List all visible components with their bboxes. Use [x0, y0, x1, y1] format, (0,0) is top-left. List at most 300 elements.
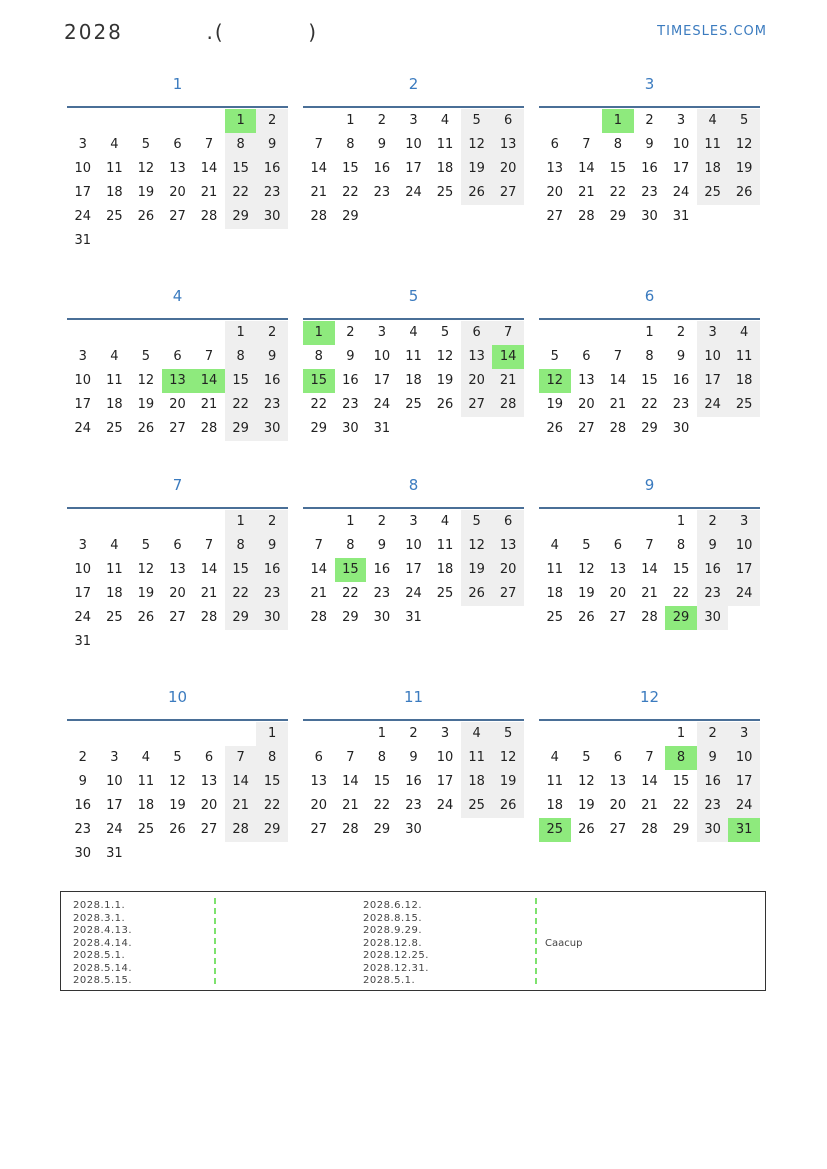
- weekend-day: 19: [728, 157, 760, 181]
- weekend-day: 3: [728, 722, 760, 746]
- weekend-day: 26: [492, 794, 524, 818]
- weekend-day: 4: [461, 722, 493, 746]
- weekend-day: 8: [225, 534, 257, 558]
- day-cell: 5: [141, 137, 151, 152]
- month-10: [67, 685, 288, 866]
- day-cell: 27: [609, 822, 627, 837]
- day-cell: 24: [405, 586, 422, 601]
- day-cell: 7: [204, 538, 214, 553]
- day-cell: 9: [645, 137, 654, 152]
- day-cell: 26: [436, 397, 454, 412]
- day-cell: 22: [310, 397, 328, 412]
- legend-left-dates: [73, 900, 132, 988]
- day-cell: 1: [676, 726, 686, 741]
- day-cell: 9: [78, 774, 87, 789]
- day-cell: 31: [106, 846, 123, 861]
- month-days-grid: [303, 109, 524, 229]
- day-cell: 7: [645, 750, 654, 765]
- weekend-day: 29: [225, 417, 257, 441]
- weekend-day: 17: [728, 770, 760, 794]
- day-cell: 20: [609, 586, 627, 601]
- day-cell: 18: [137, 798, 155, 813]
- weekend-day: 4: [728, 321, 760, 345]
- day-cell: 10: [74, 373, 92, 388]
- month-2: [303, 72, 524, 229]
- weekend-day: 9: [697, 746, 729, 770]
- day-cell: 8: [613, 137, 623, 152]
- day-cell: 28: [641, 822, 658, 837]
- day-cell: 19: [578, 586, 595, 601]
- month-title: 6: [644, 287, 655, 305]
- day-cell: 11: [405, 349, 422, 364]
- day-cell: 30: [405, 822, 422, 837]
- weekend-day: 19: [461, 558, 493, 582]
- empty-cell: [162, 722, 194, 746]
- weekend-day: 22: [225, 181, 257, 205]
- weekend-day: 6: [492, 510, 524, 534]
- weekend-day: 10: [697, 345, 729, 369]
- day-cell: 13: [200, 774, 218, 789]
- empty-cell: [193, 109, 225, 133]
- month-divider: [303, 507, 524, 509]
- day-cell: 16: [342, 373, 359, 388]
- weekend-day: 24: [728, 582, 760, 606]
- day-cell: 17: [672, 161, 690, 176]
- holiday-day: 15: [303, 369, 335, 393]
- empty-cell: [99, 722, 131, 746]
- day-cell: 5: [173, 750, 182, 765]
- day-cell: 18: [436, 562, 454, 577]
- day-cell: 11: [436, 538, 454, 553]
- day-cell: 8: [377, 750, 387, 765]
- empty-cell: [571, 510, 603, 534]
- legend-holiday-name: [545, 925, 582, 938]
- day-cell: 28: [200, 610, 218, 625]
- day-cell: 2: [409, 726, 418, 741]
- day-cell: 9: [346, 349, 355, 364]
- weekend-day: 12: [461, 534, 493, 558]
- empty-cell: [303, 722, 335, 746]
- day-cell: 20: [169, 586, 186, 601]
- weekend-day: 2: [256, 321, 288, 345]
- day-cell: 6: [582, 349, 591, 364]
- day-cell: 3: [78, 538, 87, 553]
- empty-cell: [602, 510, 634, 534]
- legend-date: 2028.5.15.: [73, 975, 133, 986]
- day-cell: 3: [78, 349, 87, 364]
- day-cell: 1: [676, 514, 686, 529]
- month-title: 4: [172, 287, 183, 305]
- day-cell: 6: [173, 538, 182, 553]
- day-cell: 12: [137, 161, 155, 176]
- day-cell: 18: [106, 397, 123, 412]
- weekend-day: 25: [697, 181, 729, 205]
- weekend-day: 15: [256, 770, 288, 794]
- day-cell: 27: [169, 209, 186, 224]
- day-cell: 25: [106, 209, 123, 224]
- holiday-day: 12: [539, 369, 571, 393]
- month-title: 7: [172, 476, 183, 494]
- day-cell: 25: [436, 586, 454, 601]
- weekend-day: 12: [728, 133, 760, 157]
- empty-cell: [67, 510, 99, 534]
- empty-cell: [303, 109, 335, 133]
- page-title: [64, 20, 318, 44]
- weekend-day: 11: [461, 746, 493, 770]
- weekend-day: 23: [697, 582, 729, 606]
- day-cell: 6: [550, 137, 559, 152]
- day-cell: 14: [609, 373, 627, 388]
- day-cell: 17: [74, 185, 92, 200]
- weekend-day: 30: [256, 205, 288, 229]
- day-cell: 12: [137, 562, 155, 577]
- day-cell: 15: [609, 161, 627, 176]
- day-cell: 28: [310, 610, 328, 625]
- day-cell: 13: [310, 774, 328, 789]
- day-cell: 26: [137, 209, 155, 224]
- weekend-day: 5: [492, 722, 524, 746]
- day-cell: 28: [200, 209, 218, 224]
- day-cell: 2: [377, 113, 387, 128]
- day-cell: 6: [173, 137, 182, 152]
- month-title: 3: [644, 75, 655, 93]
- day-cell: 20: [310, 798, 328, 813]
- day-cell: 3: [409, 514, 418, 529]
- month-days-grid: [303, 722, 524, 842]
- day-cell: 11: [546, 774, 564, 789]
- month-title: 9: [644, 476, 655, 494]
- day-cell: 22: [342, 586, 359, 601]
- weekend-day: 6: [492, 109, 524, 133]
- weekend-day: 7: [225, 746, 257, 770]
- day-cell: 18: [546, 798, 564, 813]
- day-cell: 20: [546, 185, 564, 200]
- day-cell: 17: [436, 774, 454, 789]
- weekend-day: 30: [256, 417, 288, 441]
- day-cell: 29: [609, 209, 627, 224]
- day-cell: 8: [346, 538, 355, 553]
- day-cell: 27: [169, 610, 186, 625]
- holiday-day: 29: [665, 606, 697, 630]
- holiday-day: 8: [665, 746, 697, 770]
- weekend-day: 24: [697, 393, 729, 417]
- empty-cell: [571, 321, 603, 345]
- day-cell: 5: [582, 750, 591, 765]
- weekend-day: 4: [697, 109, 729, 133]
- title-subtitle: .( ): [206, 20, 319, 44]
- empty-cell: [130, 321, 162, 345]
- day-cell: 1: [377, 726, 387, 741]
- day-cell: 23: [342, 397, 359, 412]
- empty-cell: [602, 321, 634, 345]
- day-cell: 27: [200, 822, 218, 837]
- legend-holiday-name: [545, 975, 582, 988]
- day-cell: 16: [74, 798, 92, 813]
- day-cell: 17: [405, 161, 422, 176]
- empty-cell: [130, 510, 162, 534]
- day-cell: 26: [169, 822, 186, 837]
- weekend-day: 12: [461, 133, 493, 157]
- month-days-grid: [539, 722, 760, 842]
- holiday-day: 31: [728, 818, 760, 842]
- weekend-day: 11: [697, 133, 729, 157]
- weekend-day: 9: [697, 534, 729, 558]
- weekend-day: 5: [461, 510, 493, 534]
- day-cell: 15: [342, 161, 359, 176]
- weekend-day: 16: [256, 157, 288, 181]
- day-cell: 1: [346, 113, 355, 128]
- month-4: [67, 284, 288, 441]
- holiday-day: 25: [539, 818, 571, 842]
- day-cell: 23: [373, 586, 391, 601]
- year-label: 2028: [64, 20, 123, 44]
- day-cell: 6: [314, 750, 323, 765]
- day-cell: 23: [672, 397, 690, 412]
- day-cell: 3: [110, 750, 119, 765]
- day-cell: 28: [641, 610, 658, 625]
- empty-cell: [130, 722, 162, 746]
- holiday-day: 15: [335, 558, 367, 582]
- month-days-grid: [67, 510, 288, 654]
- empty-cell: [303, 510, 335, 534]
- month-9: [539, 473, 760, 630]
- day-cell: 25: [137, 822, 155, 837]
- legend-holiday-name: [545, 900, 582, 913]
- day-cell: 27: [310, 822, 328, 837]
- month-1: [67, 72, 288, 253]
- brand-link[interactable]: TIMESLES.COM: [657, 24, 767, 39]
- day-cell: 16: [373, 161, 391, 176]
- day-cell: 1: [645, 325, 654, 340]
- month-divider: [539, 507, 760, 509]
- weekend-day: 1: [225, 321, 257, 345]
- day-cell: 24: [106, 822, 123, 837]
- day-cell: 28: [310, 209, 328, 224]
- day-cell: 8: [346, 137, 355, 152]
- weekend-day: 13: [461, 345, 493, 369]
- day-cell: 10: [74, 562, 92, 577]
- weekend-day: 26: [461, 181, 493, 205]
- day-cell: 25: [106, 421, 123, 436]
- month-title: 12: [639, 688, 660, 706]
- day-cell: 26: [578, 610, 595, 625]
- day-cell: 28: [200, 421, 218, 436]
- day-cell: 27: [578, 421, 595, 436]
- day-cell: 14: [641, 562, 658, 577]
- day-cell: 2: [346, 325, 355, 340]
- day-cell: 18: [106, 185, 123, 200]
- day-cell: 25: [546, 610, 564, 625]
- weekend-day: 9: [256, 345, 288, 369]
- weekend-day: 20: [492, 157, 524, 181]
- day-cell: 24: [405, 185, 422, 200]
- weekend-day: 2: [256, 510, 288, 534]
- weekend-day: 2: [697, 510, 729, 534]
- day-cell: 25: [436, 185, 454, 200]
- month-8: [303, 473, 524, 630]
- month-divider: [539, 106, 760, 108]
- day-cell: 17: [74, 397, 92, 412]
- empty-cell: [162, 321, 194, 345]
- day-cell: 9: [409, 750, 418, 765]
- legend-marker-left: [214, 898, 216, 984]
- day-cell: 6: [204, 750, 214, 765]
- weekend-day: 16: [256, 558, 288, 582]
- empty-cell: [193, 722, 225, 746]
- empty-cell: [99, 510, 131, 534]
- day-cell: 21: [200, 586, 218, 601]
- month-3: [539, 72, 760, 229]
- month-days-grid: [67, 722, 288, 866]
- weekend-day: 27: [492, 582, 524, 606]
- weekend-day: 9: [256, 133, 288, 157]
- day-cell: 13: [609, 774, 627, 789]
- day-cell: 16: [373, 562, 391, 577]
- weekend-day: 25: [728, 393, 760, 417]
- empty-cell: [67, 321, 99, 345]
- day-cell: 18: [546, 586, 564, 601]
- weekend-day: 28: [225, 818, 257, 842]
- weekend-day: 29: [256, 818, 288, 842]
- day-cell: 2: [78, 750, 87, 765]
- day-cell: 21: [578, 185, 595, 200]
- day-cell: 10: [405, 137, 422, 152]
- day-cell: 18: [106, 586, 123, 601]
- day-cell: 9: [377, 137, 387, 152]
- weekend-day: 16: [256, 369, 288, 393]
- day-cell: 20: [169, 185, 186, 200]
- day-cell: 3: [440, 726, 450, 741]
- legend-holiday-name: [545, 963, 582, 976]
- day-cell: 20: [578, 397, 595, 412]
- weekend-day: 3: [697, 321, 729, 345]
- day-cell: 13: [546, 161, 564, 176]
- month-11: [303, 685, 524, 842]
- day-cell: 7: [645, 538, 654, 553]
- day-cell: 8: [314, 349, 323, 364]
- day-cell: 26: [578, 822, 595, 837]
- day-cell: 12: [436, 349, 454, 364]
- empty-cell: [571, 722, 603, 746]
- day-cell: 10: [373, 349, 391, 364]
- day-cell: 19: [137, 185, 155, 200]
- weekend-day: 20: [461, 369, 493, 393]
- day-cell: 25: [405, 397, 422, 412]
- weekend-day: 19: [461, 157, 493, 181]
- day-cell: 11: [137, 774, 155, 789]
- legend-date: 2028.9.29.: [363, 925, 423, 936]
- weekend-day: 13: [492, 534, 524, 558]
- day-cell: 7: [314, 538, 323, 553]
- day-cell: 26: [137, 610, 155, 625]
- day-cell: 19: [137, 397, 155, 412]
- day-cell: 10: [74, 161, 92, 176]
- holiday-day: 13: [162, 369, 194, 393]
- weekend-day: 23: [256, 582, 288, 606]
- day-cell: 30: [641, 209, 658, 224]
- weekend-day: 3: [728, 510, 760, 534]
- day-cell: 5: [582, 538, 591, 553]
- weekend-day: 21: [492, 369, 524, 393]
- weekend-day: 22: [225, 393, 257, 417]
- month-divider: [539, 318, 760, 320]
- legend-date: 2028.5.1.: [73, 950, 126, 961]
- day-cell: 22: [672, 586, 690, 601]
- day-cell: 20: [609, 798, 627, 813]
- day-cell: 2: [645, 113, 654, 128]
- day-cell: 21: [310, 586, 328, 601]
- day-cell: 18: [405, 373, 422, 388]
- day-cell: 16: [405, 774, 422, 789]
- day-cell: 3: [377, 325, 387, 340]
- weekend-day: 18: [461, 770, 493, 794]
- weekend-day: 30: [697, 818, 729, 842]
- legend-holiday-name: [545, 913, 582, 926]
- day-cell: 3: [676, 113, 686, 128]
- day-cell: 4: [550, 538, 559, 553]
- day-cell: 2: [676, 325, 686, 340]
- day-cell: 14: [200, 562, 218, 577]
- month-divider: [303, 318, 524, 320]
- weekend-day: 22: [225, 582, 257, 606]
- day-cell: 11: [436, 137, 454, 152]
- day-cell: 23: [405, 798, 422, 813]
- month-divider: [539, 719, 760, 721]
- weekend-day: 2: [256, 109, 288, 133]
- day-cell: 17: [405, 562, 422, 577]
- weekend-day: 5: [728, 109, 760, 133]
- day-cell: 7: [346, 750, 355, 765]
- empty-cell: [162, 510, 194, 534]
- day-cell: 29: [310, 421, 328, 436]
- weekend-day: 30: [697, 606, 729, 630]
- day-cell: 20: [169, 397, 186, 412]
- day-cell: 24: [74, 610, 92, 625]
- month-title: 10: [167, 688, 188, 706]
- day-cell: 13: [609, 562, 627, 577]
- day-cell: 19: [578, 798, 595, 813]
- day-cell: 4: [110, 538, 119, 553]
- weekend-day: 12: [492, 746, 524, 770]
- holiday-legend: [60, 891, 766, 991]
- legend-date: 2028.4.14.: [73, 937, 133, 949]
- day-cell: 9: [676, 349, 686, 364]
- day-cell: 24: [74, 209, 92, 224]
- empty-cell: [99, 109, 131, 133]
- day-cell: 28: [609, 421, 627, 436]
- empty-cell: [602, 722, 634, 746]
- empty-cell: [225, 722, 257, 746]
- day-cell: 14: [578, 161, 595, 176]
- empty-cell: [539, 722, 571, 746]
- month-title: 2: [408, 75, 419, 93]
- month-divider: [67, 318, 288, 320]
- day-cell: 3: [409, 113, 418, 128]
- weekend-day: 23: [256, 181, 288, 205]
- day-cell: 24: [672, 185, 690, 200]
- legend-date: 2028.1.1.: [73, 900, 126, 911]
- legend-date: 2028.12.31.: [363, 962, 429, 974]
- weekend-day: 16: [697, 770, 729, 794]
- day-cell: 8: [645, 349, 654, 364]
- weekend-day: 7: [492, 321, 524, 345]
- month-title: 1: [172, 75, 183, 93]
- day-cell: 7: [204, 137, 214, 152]
- day-cell: 12: [137, 373, 155, 388]
- day-cell: 19: [436, 373, 454, 388]
- month-12: [539, 685, 760, 842]
- empty-cell: [571, 109, 603, 133]
